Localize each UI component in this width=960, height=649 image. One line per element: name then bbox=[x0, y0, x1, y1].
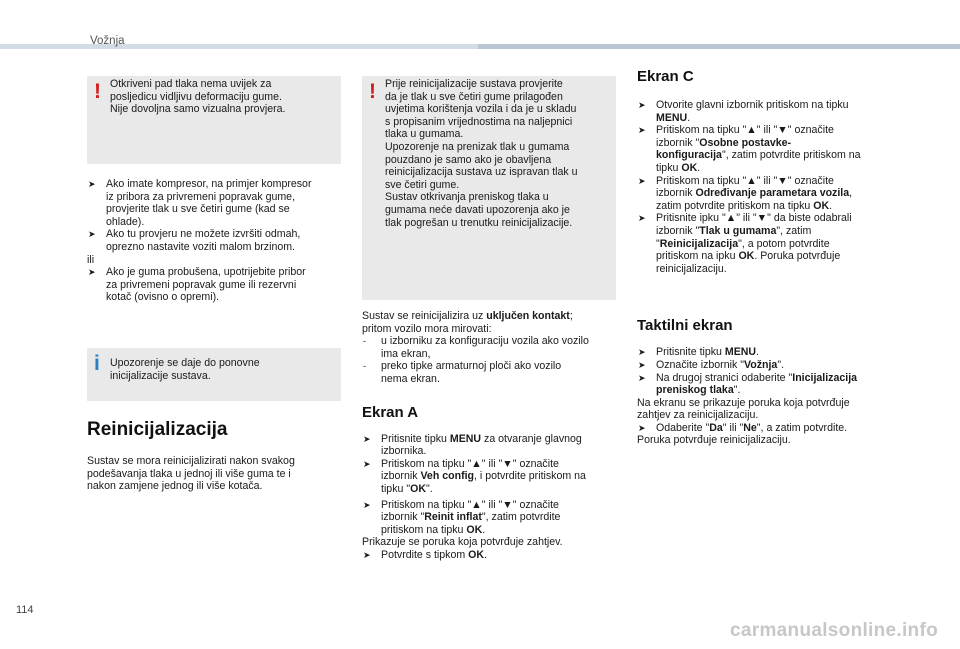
bullet-icon: ➤ bbox=[363, 458, 371, 469]
list-item: ➤ Pritisnite ipku "▲" ili "▼" da biste odabrali izbornik "Tlak u gumama", zatim "Reinicijalizacija", a potom potvrdite pritiskom na ipku OK. Poruka potvrđuje reinicijalizaciju. bbox=[638, 212, 852, 275]
bullet-icon: ➤ bbox=[363, 499, 371, 510]
section-title: Ekran A bbox=[362, 403, 419, 421]
bullet-icon: ➤ bbox=[638, 372, 646, 383]
list-item: - preko tipke armaturnoj ploči ako vozilo nema ekran. bbox=[363, 360, 562, 385]
section-title: Taktilni ekran bbox=[637, 317, 733, 335]
list-item: ➤ Označite izbornik "Vožnja". bbox=[638, 358, 785, 371]
warning-text: Prije reinicijalizacije sustava provjerite da je tlak u sve četiri gume prilagođen uvjetima korištenja vozila i da je u skladu s propisanim vrijednostima na naljepnici tlaka u gumama. Upozorenje na prenizak tlak u gumama pouzdano je samo ako je obavljena reinicijalizacija sustava uz ispravan tlak u sve četiri gume. Sustav otkrivanja preniskog tlaka u gumama neće davati upozorenja ako je tlak pogrešan u trenutku reinicijalizacije. bbox=[385, 78, 578, 229]
section-label: Vožnja bbox=[90, 35, 125, 47]
bullet-icon: ➤ bbox=[638, 125, 646, 136]
paragraph: Sustav se reinicijalizira uz uključen kontakt; pritom vozilo mora mirovati: bbox=[362, 310, 573, 335]
list-item: ➤ Na drugoj stranici odaberite "Inicijalizacija preniskog tlaka". bbox=[638, 371, 858, 397]
bullet-icon: ➤ bbox=[638, 100, 646, 110]
bullet-icon: ➤ bbox=[363, 433, 371, 444]
warning-box bbox=[87, 76, 341, 164]
paragraph: Sustav se mora reinicijalizirati nakon svakog podešavanja tlaka u jednoj ili više guma te i nakon zamjene jednog ili više kotača. bbox=[87, 454, 295, 493]
paragraph: Prikazuje se poruka koja potvrđuje zahtjev. bbox=[362, 536, 563, 549]
list-item: - u izborniku za konfiguraciju vozila ako vozilo ima ekran, bbox=[363, 335, 589, 360]
section-title: Ekran C bbox=[637, 68, 694, 85]
column-right bbox=[637, 68, 891, 447]
bullet-icon: ➤ bbox=[88, 179, 96, 189]
list-item: ➤ Pritiskom na tipku "▲" ili "▼" označite izbornik "Osobne postavke- konfiguracija", zatim potvrdite pritiskom na tipku OK. bbox=[638, 124, 861, 174]
warning-icon: ! bbox=[94, 80, 101, 103]
page-number: 114 bbox=[16, 604, 34, 616]
list-item: ➤ Pritiskom na tipku "▲" ili "▼" označite izbornik Veh config, i potvrdite pritiskom na tipku "OK". bbox=[363, 457, 586, 495]
bullet-icon: ➤ bbox=[638, 422, 646, 433]
bullet-icon: ➤ bbox=[363, 549, 371, 560]
list-item: ➤ Ako je guma probušena, upotrijebite pribor za privremeni popravak gume ili rezervni kotač (ovisno o opremi). bbox=[88, 266, 306, 304]
header-accent-bar bbox=[478, 44, 960, 49]
list-item: ➤ Otvorite glavni izbornik pritiskom na tipku MENU. bbox=[638, 99, 849, 124]
info-box bbox=[87, 348, 341, 401]
info-icon: i bbox=[94, 351, 100, 375]
list-item: ➤ Odaberite "Da" ili "Ne", a zatim potvrdite. bbox=[638, 421, 848, 434]
column-left bbox=[87, 76, 341, 493]
or-text: ili bbox=[87, 253, 95, 266]
warning-text: Otkriveni pad tlaka nema uvijek za posljedicu vidljivu deformaciju gume. Nije dovoljna samo vizualna provjera. bbox=[110, 78, 286, 116]
bullet-icon: ➤ bbox=[88, 267, 96, 278]
list-item: ➤ Ako tu provjeru ne možete izvršiti odmah, oprezno nastavite voziti malom brzinom. bbox=[88, 228, 301, 253]
bullet-icon: ➤ bbox=[638, 175, 646, 186]
bullet-icon: ➤ bbox=[88, 229, 96, 240]
list-item: ➤ Pritiskom na tipku "▲" ili "▼" označite izbornik "Reinit inflat", zatim potvrdite pritiskom na tipku OK. bbox=[363, 498, 561, 536]
list-item: ➤ Pritiskom na tipku "▲" ili "▼" označite izbornik Određivanje parametara vozila, zatim potvrdite pritiskom na tipku OK. bbox=[638, 174, 853, 212]
bullet-icon: ➤ bbox=[638, 347, 646, 358]
watermark: carmanualsonline.info bbox=[730, 620, 938, 641]
warning-box bbox=[362, 76, 616, 300]
list-item: ➤ Ako imate kompresor, na primjer kompresor iz pribora za privremeni popravak gume, provjerite tlak u sve četiri gume (kad se ohlade). bbox=[88, 178, 312, 228]
paragraph: Na ekranu se prikazuje poruka koja potvrđuje zahtjev za reinicijalizaciju. bbox=[637, 396, 850, 422]
paragraph: Poruka potvrđuje reinicijalizaciju. bbox=[637, 434, 791, 447]
warning-icon: ! bbox=[369, 80, 376, 103]
list-item: ➤ Potvrdite s tipkom OK. bbox=[363, 548, 487, 561]
section-title: Reinicijalizacija bbox=[87, 418, 228, 440]
bullet-icon: ➤ bbox=[638, 359, 646, 370]
info-text: Upozorenje se daje do ponovne inicijalizacije sustava. bbox=[110, 356, 260, 382]
column-middle bbox=[362, 76, 616, 562]
list-item: ➤ Pritisnite tipku MENU za otvaranje glavnog izbornika. bbox=[363, 432, 582, 458]
bullet-icon: ➤ bbox=[638, 213, 646, 224]
list-item: ➤ Pritisnite tipku MENU. bbox=[638, 346, 760, 359]
